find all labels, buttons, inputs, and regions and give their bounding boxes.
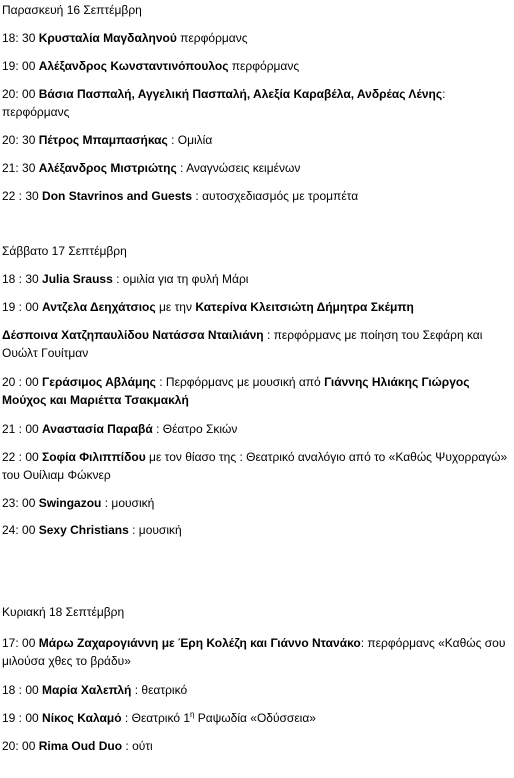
- performer-name: Γιάννης Ηλιάκης Γιώργος Μούχος και Μαριέττα Τσακμακλή: [2, 375, 470, 407]
- day-heading: Παρασκευή 16 Σεπτέμβρη: [2, 3, 142, 17]
- program-entry: 20: 00 Rima Oud Duo : ούτι: [2, 739, 153, 753]
- program-entry: 20: 00 Βάσια Πασπαλή, Αγγελική Πασπαλή, Αλεξία Καραβέλα, Ανδρέας Λένης: περφόρμανς: [2, 87, 446, 119]
- program-entry: 21 : 00 Αναστασία Παραβά : Θέατρο Σκιών: [2, 422, 238, 436]
- program-entry: 21: 30 Αλέξανδρος Μιστριώτης : Αναγνώσεις κειμένων: [2, 161, 301, 175]
- performer-name: Αναστασία Παραβά: [42, 422, 153, 436]
- day-heading: Σάββατο 17 Σεπτέμβρη: [2, 244, 127, 258]
- performer-name: Βάσια Πασπαλή, Αγγελική Πασπαλή, Αλεξία Καραβέλα, Ανδρέας Λένης: [38, 87, 443, 101]
- program-entry: 20: 30 Πέτρος Μπαμπασήκας : Ομιλία: [2, 133, 213, 147]
- program-entry: 22 : 00 Σοφία Φιλιππίδου με τον θίασο της : Θεατρικό αναλόγιο από το «Καθώς Ψυχορραγώ» του Ουίλιαμ Φώκνερ: [2, 450, 508, 482]
- performer-name: Sexy Christians: [38, 523, 129, 537]
- program-entry: 19 : 00 Νίκος Καλαμό : Θεατρικό $1^\eta$ Ραψωδία «Οδύσσεια»: [2, 710, 316, 725]
- performer-name: Don Stavrinos and Guests: [42, 189, 193, 203]
- performer-name: Αλέξανδρος Κωνσταντινόπουλος: [38, 59, 229, 73]
- program-entry: 18: 30 Κρυσταλία Μαγδαληνού περφόρμανς: [2, 31, 248, 45]
- performer-name: Σοφία Φιλιππίδου: [42, 450, 146, 464]
- program-entry: 22 : 30 Don Stavrinos and Guests : αυτοσχεδιασμός με τρομπέτα: [2, 189, 359, 203]
- performer-name: Γεράσιμος Αβλάμης: [42, 375, 156, 389]
- performer-name: Κατερίνα Κλειτσιώτη Δήμητρα Σκέμπη: [195, 300, 414, 314]
- performer-name: Μάρω Ζαχαρογιάννη με Έρη Κολέζη και Γιάννο Ντανάκο: [38, 636, 361, 650]
- performer-name: Αλέξανδρος Μιστριώτης: [38, 161, 177, 175]
- program-entry: 18 : 30 Julia Srauss : ομιλία για τη φυλή Μάρι: [2, 272, 249, 286]
- program-entry: 18 : 00 Μαρία Χαλεπλή : θεατρικό: [2, 683, 188, 697]
- program-entry: 24: 00 Sexy Christians : μουσική: [2, 523, 182, 537]
- performer-name: Νίκος Καλαμό: [42, 711, 122, 725]
- program-entry: 19: 00 Αλέξανδρος Κωνσταντινόπουλος περφόρμανς: [2, 59, 300, 73]
- performer-name: Julia Srauss: [42, 272, 113, 286]
- performer-name: Δέσποινα Χατζηπαυλίδου Νατάσσα Νταιλιάνη: [2, 328, 264, 342]
- performer-name: Μαρία Χαλεπλή: [42, 683, 132, 697]
- program-entry: 19 : 00 Αντζελα Δεηχάτσιος με την Κατερίνα Κλειτσιώτη Δήμητρα Σκέμπη: [2, 300, 414, 314]
- program-entry: 17: 00 Μάρω Ζαχαρογιάννη με Έρη Κολέζη και Γιάννο Ντανάκο: περφόρμανς «Καθώς σου μιλούσα χθες το βράδυ»: [2, 636, 506, 668]
- program-entry: Δέσποινα Χατζηπαυλίδου Νατάσσα Νταιλιάνη : περφόρμανς με ποίηση του Σεφάρη και Ουώλτ Γουίτμαν: [2, 328, 483, 360]
- day-heading: Κυριακή 18 Σεπτέμβρη: [2, 605, 125, 619]
- performer-name: Swingazou: [38, 496, 102, 510]
- performer-name: Κρυσταλία Μαγδαληνού: [38, 31, 177, 45]
- program-entry: 20 : 00 Γεράσιμος Αβλάμης : Περφόρμανς με μουσική από Γιάννης Ηλιάκης Γιώργος Μούχος και Μαριέττα Τσακμακλή: [2, 375, 470, 407]
- performer-name: Πέτρος Μπαμπασήκας: [38, 133, 168, 147]
- performer-name: Rima Oud Duo: [38, 739, 123, 753]
- performer-name: Αντζελα Δεηχάτσιος: [42, 300, 156, 314]
- program-entry: 23: 00 Swingazou : μουσική: [2, 496, 155, 510]
